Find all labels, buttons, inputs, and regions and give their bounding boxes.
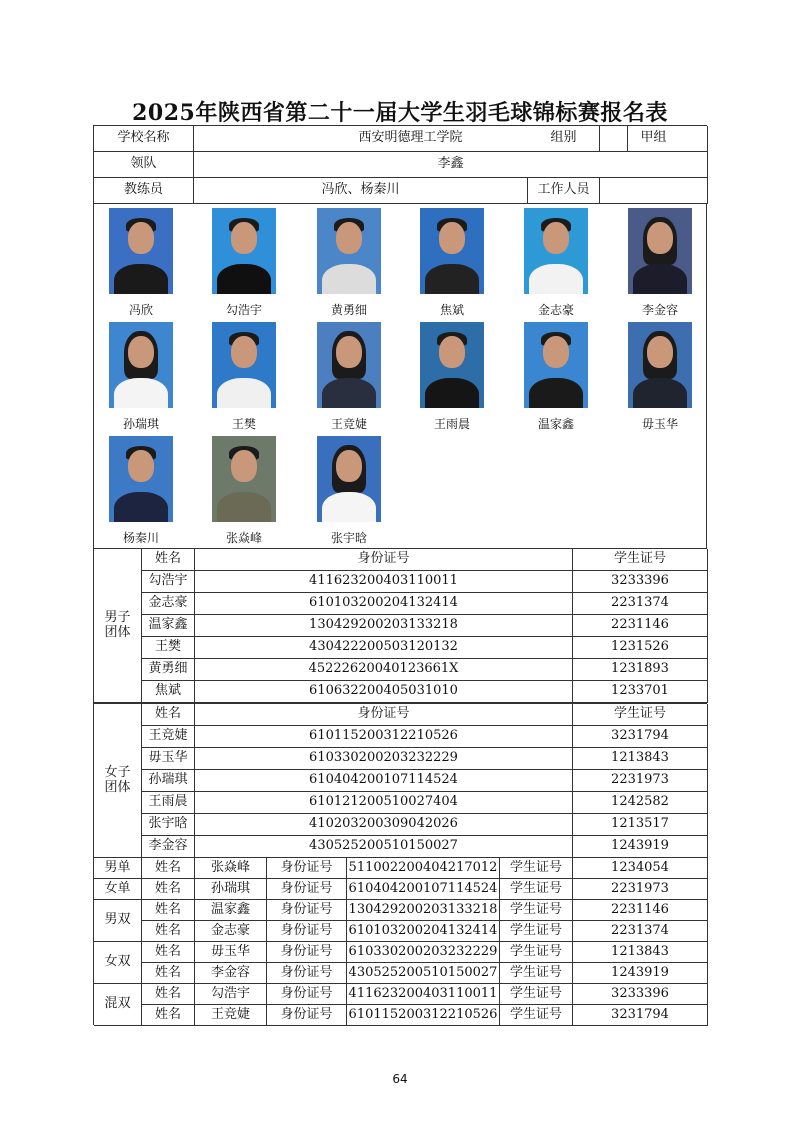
name-label: 姓名	[142, 963, 195, 984]
player-name: 勾浩宇	[142, 571, 195, 593]
id-label: 身份证号	[267, 984, 347, 1005]
player-name: 金志豪	[142, 593, 195, 615]
page-number: 64	[392, 1072, 408, 1086]
player-photo	[212, 322, 276, 408]
player-name: 李金容	[142, 836, 195, 858]
player-id: 411623200403110011	[195, 571, 573, 593]
player-student-id: 1231526	[573, 637, 708, 659]
player-student-id: 1213843	[573, 748, 708, 770]
event-player-name: 勾浩宇	[195, 984, 267, 1005]
player-name: 孙瑞琪	[142, 770, 195, 792]
id-label: 身份证号	[267, 921, 347, 942]
player-name: 黄勇细	[142, 659, 195, 681]
id-label: 身份证号	[267, 1005, 347, 1026]
player-student-id: 3231794	[573, 726, 708, 748]
name-label: 姓名	[142, 858, 195, 879]
col-name-header: 姓名	[142, 549, 195, 571]
player-photo	[317, 208, 381, 294]
photo-caption: 杨秦川	[122, 531, 159, 545]
player-student-id: 1233701	[573, 681, 708, 703]
player-name: 张宇晗	[142, 814, 195, 836]
event-player-student-id: 1243919	[573, 963, 708, 984]
player-name: 王竞婕	[142, 726, 195, 748]
student-id-label: 学生证号	[500, 879, 573, 900]
id-label: 身份证号	[267, 879, 347, 900]
event-player-id: 511002200404217012	[347, 858, 500, 879]
men-team-table	[93, 548, 707, 704]
id-label: 身份证号	[267, 963, 347, 984]
id-label: 身份证号	[267, 858, 347, 879]
event-player-student-id: 1234054	[573, 858, 708, 879]
player-photo	[628, 208, 692, 294]
player-student-id: 2231973	[573, 770, 708, 792]
photo-caption: 温家鑫	[537, 417, 574, 431]
photo-caption: 张宇晗	[330, 531, 367, 545]
photo-caption: 焦斌	[439, 303, 464, 317]
player-student-id: 1243919	[573, 836, 708, 858]
event-player-student-id: 2231146	[573, 900, 708, 921]
photo-caption: 毋玉华	[641, 417, 678, 431]
coach-value: 冯欣、杨秦川	[194, 178, 528, 204]
event-label: 女双	[94, 942, 142, 984]
event-player-student-id: 3233396	[573, 984, 708, 1005]
name-label: 姓名	[142, 879, 195, 900]
event-player-id: 430525200510150027	[347, 963, 500, 984]
player-name: 温家鑫	[142, 615, 195, 637]
col-id-header: 身份证号	[195, 704, 573, 726]
player-id: 430525200510150027	[195, 836, 573, 858]
student-id-label: 学生证号	[500, 858, 573, 879]
photo-caption: 王雨晨	[433, 417, 470, 431]
student-id-label: 学生证号	[500, 963, 573, 984]
event-player-id: 610115200312210526	[347, 1005, 500, 1026]
player-photo	[420, 208, 484, 294]
student-id-label: 学生证号	[500, 984, 573, 1005]
col-name-header: 姓名	[142, 704, 195, 726]
women-team-table	[93, 703, 707, 858]
player-name: 毋玉华	[142, 748, 195, 770]
event-player-name: 毋玉华	[195, 942, 267, 963]
school-label: 学校名称	[94, 126, 194, 152]
event-label: 混双	[94, 984, 142, 1026]
name-label: 姓名	[142, 921, 195, 942]
col-student-id-header: 学生证号	[573, 549, 708, 571]
events-table	[93, 857, 707, 1025]
event-player-student-id: 2231973	[573, 879, 708, 900]
player-photo	[212, 208, 276, 294]
header-table	[93, 125, 707, 204]
event-player-name: 金志豪	[195, 921, 267, 942]
event-player-id: 411623200403110011	[347, 984, 500, 1005]
page-title: 2025年陕西省第二十一届大学生羽毛球锦标赛报名表	[132, 100, 668, 126]
player-name: 王雨晨	[142, 792, 195, 814]
team-label: 男子团体	[94, 549, 142, 703]
player-photo	[317, 322, 381, 408]
id-label: 身份证号	[267, 900, 347, 921]
team-label: 女子团体	[94, 704, 142, 858]
name-label: 姓名	[142, 942, 195, 963]
student-id-label: 学生证号	[500, 900, 573, 921]
col-student-id-header: 学生证号	[573, 704, 708, 726]
photo-caption: 金志豪	[537, 303, 574, 317]
player-photo	[524, 208, 588, 294]
event-player-student-id: 3231794	[573, 1005, 708, 1026]
student-id-label: 学生证号	[500, 921, 573, 942]
player-student-id: 1213517	[573, 814, 708, 836]
school-value: 西安明德理工学院	[194, 126, 628, 152]
photo-caption: 王竞婕	[330, 417, 367, 431]
player-id: 610121200510027404	[195, 792, 573, 814]
staff-label: 工作人员	[528, 178, 600, 204]
event-player-id: 130429200203133218	[347, 900, 500, 921]
leader-value: 李鑫	[194, 152, 708, 178]
event-label: 男单	[94, 858, 142, 879]
player-photo	[109, 208, 173, 294]
player-student-id: 1242582	[573, 792, 708, 814]
player-photo	[420, 322, 484, 408]
photo-caption: 王樊	[231, 417, 256, 431]
player-id: 610404200107114524	[195, 770, 573, 792]
event-label: 男双	[94, 900, 142, 942]
photo-caption: 孙瑞琪	[122, 417, 159, 431]
leader-label: 领队	[94, 152, 194, 178]
player-student-id: 2231146	[573, 615, 708, 637]
player-id: 610103200204132414	[195, 593, 573, 615]
event-player-name: 张焱峰	[195, 858, 267, 879]
player-photo	[212, 436, 276, 522]
event-player-id: 610404200107114524	[347, 879, 500, 900]
player-student-id: 2231374	[573, 593, 708, 615]
player-id: 610330200203232229	[195, 748, 573, 770]
event-player-name: 温家鑫	[195, 900, 267, 921]
event-label: 女单	[94, 879, 142, 900]
player-id: 410203200309042026	[195, 814, 573, 836]
player-name: 焦斌	[142, 681, 195, 703]
name-label: 姓名	[142, 1005, 195, 1026]
photo-caption: 张焱峰	[225, 531, 262, 545]
player-student-id: 1231893	[573, 659, 708, 681]
player-photo	[317, 436, 381, 522]
event-player-id: 610103200204132414	[347, 921, 500, 942]
event-player-name: 王竞婕	[195, 1005, 267, 1026]
photo-gallery	[93, 203, 707, 548]
event-player-name: 孙瑞琪	[195, 879, 267, 900]
player-name: 王樊	[142, 637, 195, 659]
event-player-name: 李金容	[195, 963, 267, 984]
player-student-id: 3233396	[573, 571, 708, 593]
player-id: 45222620040123661X	[195, 659, 573, 681]
coach-label: 教练员	[94, 178, 194, 204]
event-player-student-id: 1213843	[573, 942, 708, 963]
player-id: 130429200203133218	[195, 615, 573, 637]
name-label: 姓名	[142, 984, 195, 1005]
student-id-label: 学生证号	[500, 1005, 573, 1026]
player-id: 610115200312210526	[195, 726, 573, 748]
group-value: 甲组	[600, 126, 708, 152]
staff-value	[600, 178, 708, 204]
event-player-student-id: 2231374	[573, 921, 708, 942]
event-player-id: 610330200203232229	[347, 942, 500, 963]
player-id: 610632200405031010	[195, 681, 573, 703]
photo-caption: 冯欣	[128, 303, 153, 317]
player-photo	[109, 436, 173, 522]
student-id-label: 学生证号	[500, 942, 573, 963]
photo-caption: 勾浩宇	[225, 303, 262, 317]
photo-caption: 黄勇细	[330, 303, 367, 317]
group-label: 组别	[528, 126, 600, 152]
name-label: 姓名	[142, 900, 195, 921]
col-id-header: 身份证号	[195, 549, 573, 571]
player-photo	[628, 322, 692, 408]
player-photo	[524, 322, 588, 408]
player-photo	[109, 322, 173, 408]
player-id: 430422200503120132	[195, 637, 573, 659]
id-label: 身份证号	[267, 942, 347, 963]
photo-caption: 李金容	[641, 303, 678, 317]
